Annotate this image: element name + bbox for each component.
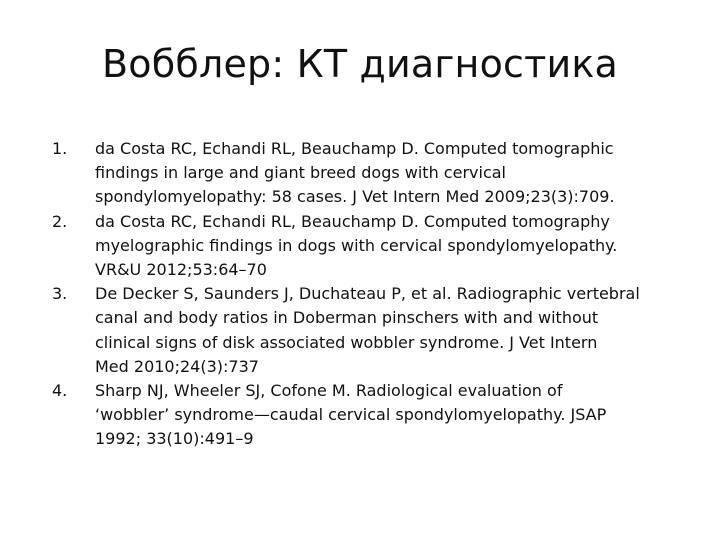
reference-line: da Costa RC, Echandi RL, Beauchamp D. Computed tomography [95,211,610,231]
reference-item [52,282,652,379]
reference-line: myelographic findings in dogs with cervical spondylomyelopathy. [95,235,618,255]
reference-line: Med 2010;24(3):737 [95,356,259,376]
reference-number: 4. [52,381,68,401]
reference-line: clinical signs of disk associated wobbler syndrome. J Vet Intern [95,332,598,352]
reference-line: 1992; 33(10):491–9 [95,429,254,449]
reference-line: VR&U 2012;53:64–70 [95,260,267,280]
reference-number: 1. [52,139,68,158]
slide-title: Вобблер: КТ диагностика [101,42,618,86]
reference-line: ‘wobbler’ syndrome—caudal cervical spondylomyelopathy. JSAP [95,405,607,425]
reference-number: 2. [52,211,68,231]
reference-list [52,137,652,452]
reference-line: De Decker S, Saunders J, Duchateau P, et al. Radiographic vertebral [95,284,640,304]
reference-item [52,137,652,210]
reference-line: da Costa RC, Echandi RL, Beauchamp D. Computed tomographic [95,139,614,158]
reference-line: canal and body ratios in Doberman pinschers with and without [95,308,599,328]
reference-number: 3. [52,284,68,304]
reference-line: Sharp NJ, Wheeler SJ, Cofone M. Radiological evaluation of [95,381,563,401]
reference-item [52,210,652,283]
reference-item [52,379,652,452]
reference-line: spondylomyelopathy: 58 cases. J Vet Intern Med 2009;23(3):709. [95,187,615,207]
reference-line: findings in large and giant breed dogs with cervical [95,163,506,183]
